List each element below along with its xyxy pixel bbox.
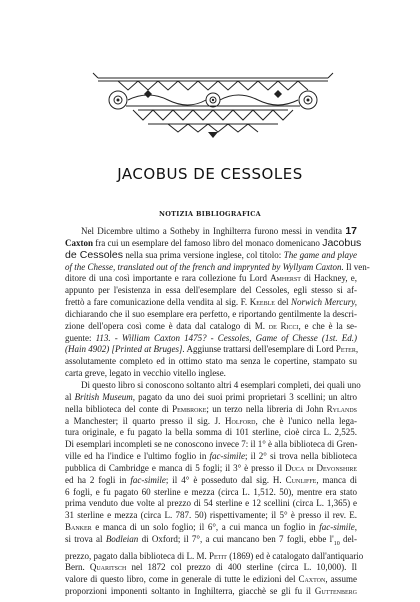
text-run: (1869) ed è catalogato dall'antiquario [226, 550, 364, 561]
text-line [65, 586, 357, 598]
text-run: nel 1872 col prezzo di 400 sterline (circa L. 10,000). Il [126, 562, 358, 573]
text-run: , assume [325, 574, 357, 585]
text-line [65, 321, 357, 333]
text-run: pagato da uno dei suoi primi proprietari 3 scellini; un altro [134, 391, 358, 402]
text-run: ville ed ha l'indice e l'ultimo foglio in [65, 451, 210, 462]
text-run: si trova al [65, 533, 106, 544]
text-run: al [65, 391, 75, 402]
text-run: Aggiunse trattarsi dell'esemplare di Lord [184, 344, 336, 355]
text-line [65, 344, 357, 356]
text-run: Bodleian [105, 533, 139, 544]
text-run: Jacobus [322, 236, 362, 249]
decorative-headpiece-icon [88, 70, 338, 140]
text-run: fra cui un esemplare del famoso libro del monaco domenicano [93, 237, 323, 248]
text-run: ; il 2° si trova nella biblioteca [244, 451, 358, 462]
text-run: Peter, [335, 344, 359, 355]
text-line: dichiarando che il suo esemplare era perfetto, e riportando gentilmente la descri- [65, 308, 357, 319]
text-line [65, 226, 357, 238]
text-line [65, 475, 357, 487]
text-run: Quaritsch [89, 562, 127, 573]
text-run: Amherst [270, 273, 301, 284]
text-line: carta greve, legato in vecchio vitello inglese. [65, 368, 226, 379]
text-line [65, 562, 357, 574]
text-run: Pembroke [172, 403, 207, 414]
text-run: Il ven- [343, 261, 370, 272]
text-run: Keeble [249, 297, 275, 308]
text-run: prezzo, pagato dalla biblioteca di L. M. [65, 550, 209, 561]
text-run: 113. - William Caxton 1475? - Cessoles, Game of Chesse (1st. Ed.) [95, 332, 357, 343]
text-run: Rylands [326, 403, 357, 414]
text-line [65, 333, 357, 345]
paragraph-2 [65, 379, 364, 598]
paragraph-1 [65, 225, 370, 380]
text-line [65, 451, 357, 463]
text-run: del [274, 297, 292, 308]
text-run: zione dell'opera così come è data dal catalogo di M. [65, 320, 269, 331]
text-line [65, 574, 357, 586]
text-line: 31 sterline e mezza (circa L. 787. 50) rispettivamente; il 5° è presso il rev. E. [65, 510, 357, 521]
text-run: fac-simile [319, 522, 355, 533]
text-run: The game and playe [283, 249, 358, 260]
text-line [65, 416, 357, 428]
text-run: , che è l'unico nella lega- [255, 415, 358, 426]
text-run: of the Chesse, translated out of the french and imprynted by Wyllyam Caxton. [65, 261, 344, 272]
text-line: Di esemplari incompleti se ne conoscono invece 7: il 1° è alla biblioteca di Gren- [65, 439, 358, 450]
text-run: Duca di Devonshire [285, 462, 358, 473]
text-line [65, 261, 370, 274]
text-run: di Oxford; il 7°, a cui mancano ben 7 fogli, ebbe l' [138, 533, 334, 544]
text-line [65, 250, 357, 262]
text-run: Caxton [65, 237, 94, 248]
text-run: nella sua prima versione inglese, col titolo: [122, 249, 284, 260]
text-run: frettò a fare comunicazione della vendita al sig. F. [65, 297, 250, 308]
page-title: JACOBUS DE CESSOLES [117, 165, 303, 183]
text-run: del- [339, 533, 357, 544]
text-run: pubblica di Cambridge e manca di 5 fogli; il 3° è presso il [65, 462, 286, 473]
text-line [65, 522, 357, 534]
text-run: Bern. [65, 562, 90, 573]
text-run: Cunliffe [285, 474, 317, 485]
section-subtitle: NOTIZIA BIBLIOGRAFICA [158, 210, 262, 218]
text-line [65, 392, 357, 404]
text-run: ed ha 2 fogli in [65, 474, 131, 485]
text-run: , [354, 522, 357, 533]
text-run: di Hackney, e, [300, 273, 357, 284]
text-run: fac-simile [130, 474, 166, 485]
text-line [65, 534, 357, 551]
text-line [65, 550, 364, 563]
text-run: ; un terzo nella libreria di John [206, 403, 327, 414]
text-run: Norwich Mercury, [291, 297, 357, 308]
text-line: appunto per l'esistenza in essa dell'esemplare del Cessoles, egli stesso si af- [65, 285, 357, 296]
text-run: proporzioni imponenti soltanto in Inghilterra, giacchè se gli fu il [65, 586, 315, 597]
text-run: , e che è la se- [298, 320, 357, 331]
text-run: 17 [345, 225, 357, 237]
text-line [65, 463, 357, 475]
text-run: Nel Dicembre ultimo a Sotheby in Inghilterra furono messi in vendita [81, 226, 346, 236]
text-run: guente: [65, 332, 96, 343]
text-run: ditore di una così importante e rara collezione fu Lord [65, 273, 271, 284]
text-line: tura originale, e fu pagato la bella somma di 101 sterline, cioè circa L. 2,525. [65, 427, 357, 438]
text-run: ; il 4° è posseduto dal sig. H. [165, 474, 286, 485]
text-run: (Hain 4902) [Printed at Bruges]. [65, 344, 185, 355]
text-run: valore di questo libro, come in generale di tutte le edizioni del [65, 574, 299, 585]
text-run: Petit [208, 550, 227, 561]
text-run: fac-simile [209, 451, 245, 462]
text-line: Di questo libro si conoscono soltanto altri 4 esemplari completi, dei quali uno [81, 379, 361, 390]
text-line [65, 404, 357, 416]
text-run: de Ricci [268, 320, 299, 331]
text-line: prima venduto due volte al prezzo di 54 sterline e 12 scellini (circa L. 1,365) e [65, 498, 357, 509]
text-run: a Manchester; il quarto presso il sig. J. [65, 415, 226, 426]
text-run: British Museum, [74, 391, 135, 402]
text-run: Guttenberg [314, 586, 357, 597]
text-run: Caxton [298, 574, 326, 585]
text-run: 10 [333, 540, 340, 547]
text-line [65, 297, 357, 309]
text-run: nella biblioteca del conte di [65, 403, 173, 414]
article-body [65, 225, 370, 598]
text-run: e manca di un solo foglio; il 6°, a cui manca un foglio in [91, 522, 320, 533]
text-run: de Cessoles [65, 248, 123, 261]
text-run: Holford [225, 415, 256, 426]
text-line [65, 273, 357, 285]
text-line: 6 fogli, e fu pagato 60 sterline e mezza (circa L. 1,512. 50), mentre era stato [65, 486, 357, 497]
text-run: Banker [65, 522, 92, 533]
text-run: , manca di [316, 474, 357, 485]
text-line: assolutamente completo ed in ottimo stato ma senza le copertine, stampato su [65, 356, 357, 367]
